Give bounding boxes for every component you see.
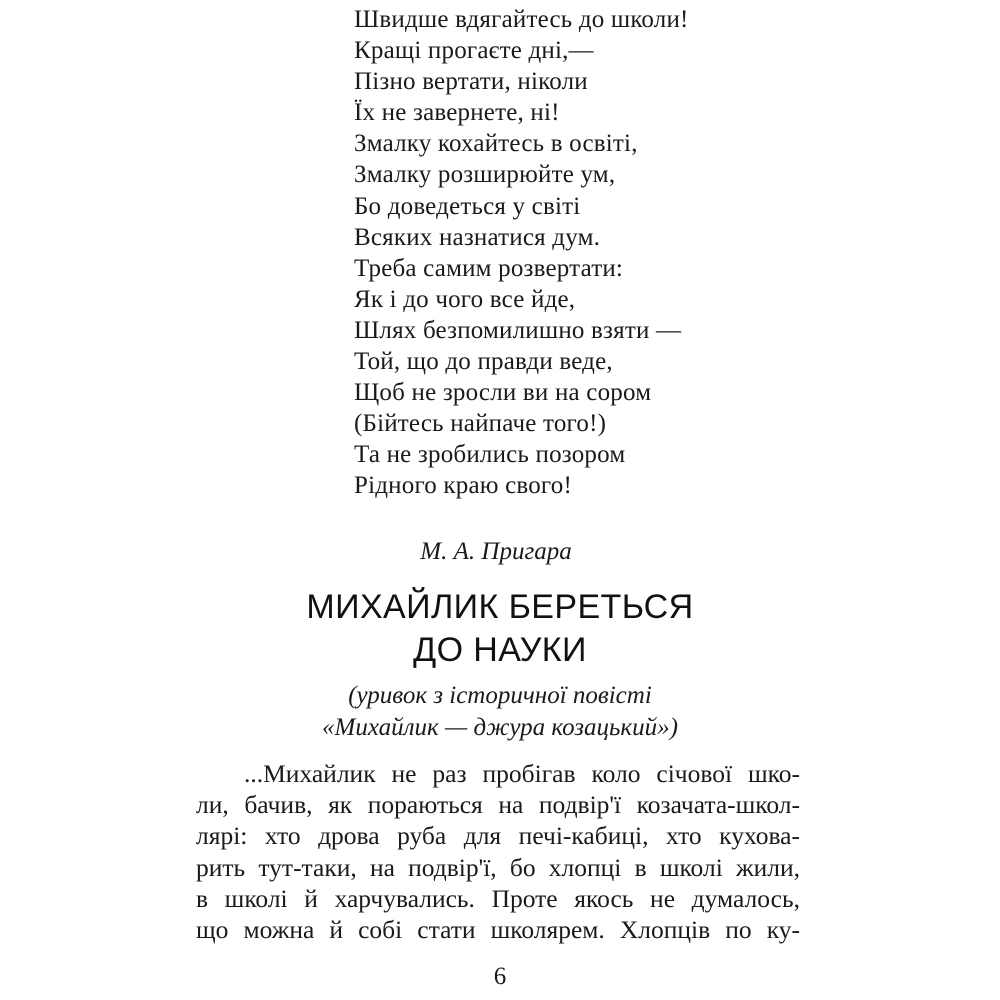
- story-text-line: що можна й собі стати школярем. Хлопців по ку-: [196, 915, 800, 945]
- story-text-line: ...Михайлик не раз пробігав коло січової шко-: [244, 759, 800, 788]
- poem-line: (Бійтесь найпаче того!): [354, 410, 607, 438]
- poem-line: Та не зробились позором: [354, 441, 626, 469]
- story-text-line: лярі: хто дрова руба для печі-кабиці, хто кухова-: [196, 821, 800, 851]
- poem-line: Шлях безпомилишно взяти —: [354, 316, 682, 344]
- page-number: 6: [493, 963, 507, 990]
- story-subtitle: [0, 680, 1000, 744]
- poem-line: Щоб не зросли ви на сором: [354, 379, 652, 407]
- poem-line: Змалку кохайтесь в освіті,: [354, 130, 638, 158]
- poem-line: Пізно вертати, ніколи: [354, 68, 588, 96]
- poem-line: Швидше вдягайтесь до школи!: [354, 6, 689, 33]
- poem-line: Всяких назнатися дум.: [354, 223, 601, 251]
- story-subtitle-line: «Михайлик — джура козацький»): [322, 714, 678, 741]
- poem-line: Змалку розширюйте ум,: [354, 161, 616, 189]
- story-text-line: ли, бачив, як пораються на подвір'ї козачата-школ-: [196, 790, 800, 820]
- poem-line: Бо доведеться у світі: [354, 192, 581, 220]
- story-author-text: М. А. Пригара: [420, 538, 572, 565]
- story-title: [0, 586, 1000, 672]
- story-subtitle-line: (уривок з історичної повісті: [348, 682, 652, 709]
- story-text-line: в школі й харчувались. Проте якось не думалось,: [196, 883, 800, 913]
- poem: [354, 4, 689, 502]
- poem-line: Їх не завернете, ні!: [354, 99, 560, 127]
- story-text: [196, 758, 800, 945]
- poem-line: Рідного краю свого!: [354, 472, 572, 500]
- story-title-line: ДО НАУКИ: [413, 631, 587, 669]
- poem-line: Той, що до правди веде,: [354, 348, 613, 376]
- poem-line: Як і до чого все йде,: [354, 285, 576, 313]
- story-text-line: рить тут-таки, на подвір'ї, бо хлопці в школі жили,: [196, 852, 800, 882]
- story-title-line: МИХАЙЛИК БЕРЕТЬСЯ: [306, 588, 694, 626]
- poem-line: Треба самим розвертати:: [354, 254, 624, 282]
- story-author: [0, 536, 1000, 568]
- poem-line: Кращі прогаєте дні,—: [354, 37, 594, 65]
